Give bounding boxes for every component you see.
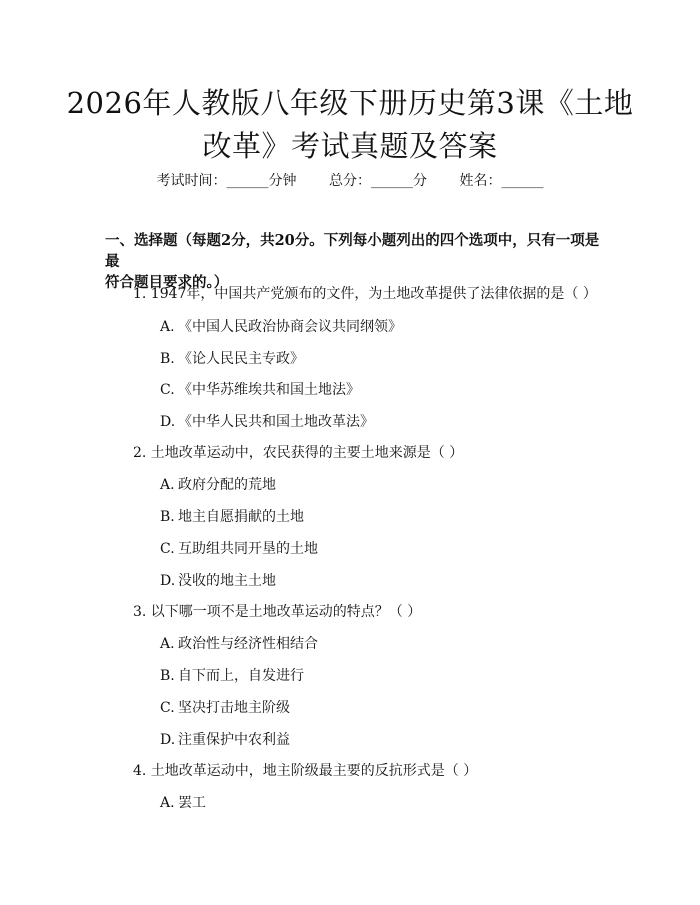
option-text: 互助组共同开垦的土地	[178, 541, 318, 557]
question-3-option-c	[160, 697, 290, 717]
section-heading-line-1: 一、选择题（每题2分，共20分。下列每小题列出的四个选项中，只有一项是最	[105, 232, 600, 270]
question-3-option-a	[160, 633, 318, 653]
title-line-2: 改革》考试真题及答案	[202, 129, 498, 163]
option-label: A.	[160, 795, 175, 811]
option-label: B.	[160, 351, 175, 367]
title-line-1: 2026年人教版八年级下册历史第3课《土地	[66, 86, 634, 120]
option-text: 自下而上，自发进行	[178, 668, 304, 684]
option-label: A.	[160, 319, 175, 335]
option-label: D.	[160, 573, 176, 589]
question-1-option-b	[160, 348, 304, 368]
option-text: 政府分配的荒地	[178, 477, 276, 493]
option-text: 《中华人民共和国土地改革法》	[178, 414, 374, 430]
option-text: 注重保护中农利益	[178, 732, 290, 748]
option-label: D.	[160, 732, 176, 748]
question-2-option-d	[160, 570, 276, 590]
question-3-option-d	[160, 729, 290, 749]
total-score-field: 总分：______分	[329, 173, 427, 189]
option-text: 《中华苏维埃共和国土地法》	[178, 382, 360, 398]
question-1-option-a	[160, 316, 402, 336]
exam-meta	[0, 170, 700, 190]
option-label: A.	[160, 477, 175, 493]
option-text: 坚决打击地主阶级	[178, 700, 290, 716]
option-text: 地主自愿捐献的土地	[178, 509, 304, 525]
option-label: C.	[160, 700, 175, 716]
question-3: 3. 以下哪一项不是土地改革运动的特点？（ ）	[133, 604, 422, 620]
section-heading-line-2: 符合题目要求的。）	[105, 274, 229, 291]
option-text: 政治性与经济性相结合	[178, 636, 318, 652]
question-2: 2. 土地改革运动中，农民获得的主要土地来源是（ ）	[133, 445, 464, 461]
question-2-option-b	[160, 506, 304, 526]
student-name-field: 姓名：______	[459, 173, 544, 189]
question-1-option-d	[160, 411, 374, 431]
option-label: D.	[160, 414, 176, 430]
question-1: 1. 1947年，中国共产党颁布的文件，为土地改革提供了法律依据的是（ ）	[133, 286, 597, 302]
option-label: B.	[160, 509, 175, 525]
question-4-option-a	[160, 792, 206, 812]
question-2-option-c	[160, 538, 318, 558]
question-1-option-c	[160, 379, 360, 399]
question-3-option-b	[160, 665, 304, 685]
option-text: 没收的地主土地	[178, 573, 276, 589]
option-label: A.	[160, 636, 175, 652]
option-text: 罢工	[178, 795, 206, 811]
option-text: 《中国人民政治协商会议共同纲领》	[178, 319, 402, 335]
question-4: 4. 土地改革运动中，地主阶级最主要的反抗形式是（ ）	[133, 763, 478, 779]
exam-title	[60, 82, 640, 168]
option-label: C.	[160, 382, 175, 398]
option-label: B.	[160, 668, 175, 684]
exam-time-field: 考试时间：______分钟	[156, 173, 297, 189]
option-text: 《论人民民主专政》	[178, 351, 304, 367]
option-label: C.	[160, 541, 175, 557]
question-2-option-a	[160, 474, 276, 494]
